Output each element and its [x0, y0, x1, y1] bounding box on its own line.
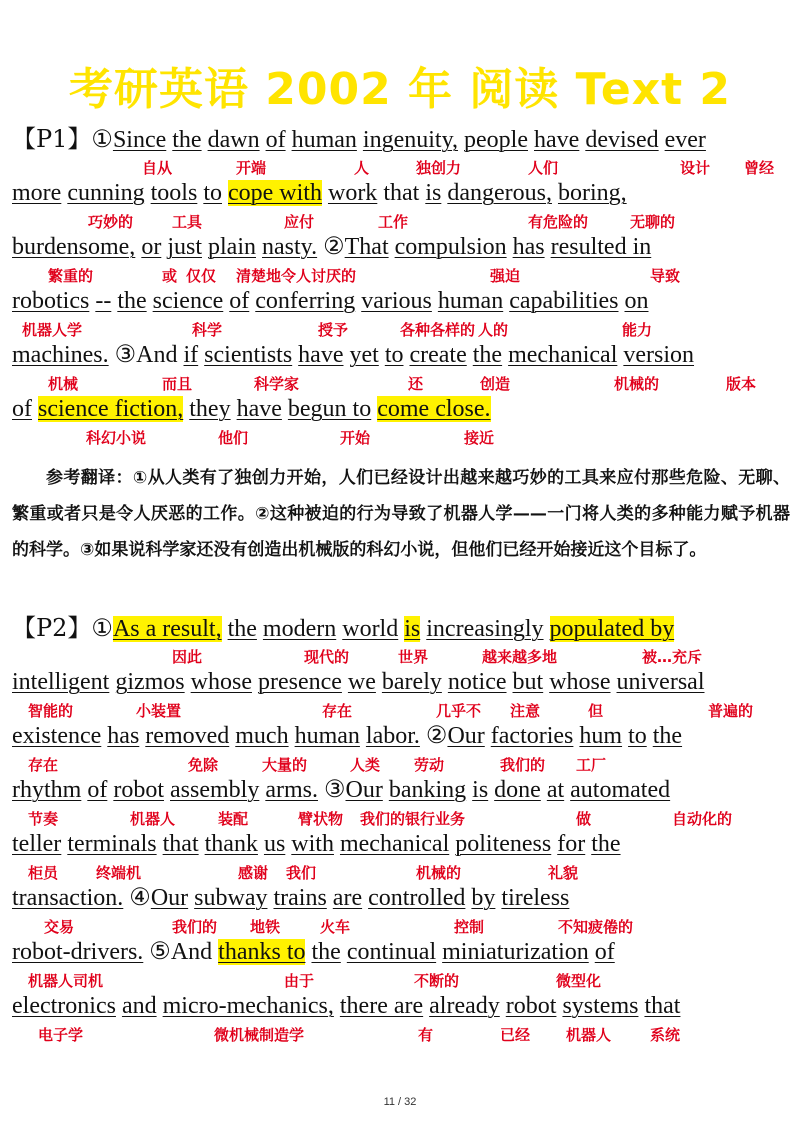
- chinese-gloss: 繁重的: [48, 267, 94, 285]
- chinese-gloss: 大量的: [262, 756, 308, 774]
- chinese-gloss: 柜员: [28, 864, 59, 882]
- p2-gloss-line: [0, 646, 800, 668]
- p1-gloss-line: [0, 265, 800, 287]
- chinese-gloss: 独创力: [416, 159, 462, 177]
- vocab-word: with: [291, 831, 334, 857]
- vocab-word: nasty.: [262, 234, 318, 260]
- vocab-word: yet: [349, 342, 379, 368]
- highlighted-phrase: come close.: [377, 396, 491, 422]
- vocab-word: intelligent: [12, 669, 110, 695]
- vocab-word: of: [594, 939, 615, 965]
- vocab-word: robot: [505, 993, 557, 1019]
- vocab-word: world: [342, 616, 399, 642]
- vocab-word: subway: [194, 885, 268, 911]
- chinese-gloss: 有危险的: [528, 213, 589, 231]
- vocab-word: miniaturization: [442, 939, 589, 965]
- p2-gloss-line: [0, 970, 800, 992]
- chinese-gloss: 他们: [218, 429, 249, 447]
- vocab-word: Our: [447, 723, 485, 749]
- vocab-word: mechanical: [339, 831, 450, 857]
- chinese-gloss: 还: [408, 375, 424, 393]
- p2-english-line: [12, 829, 621, 859]
- chinese-gloss: 我们: [286, 864, 317, 882]
- vocab-word: robot-drivers.: [12, 939, 144, 965]
- chinese-gloss: 创造: [480, 375, 511, 393]
- chinese-gloss: 机械的: [614, 375, 660, 393]
- chinese-gloss: 但: [588, 702, 604, 720]
- vocab-word: has: [107, 723, 140, 749]
- vocab-word: existence: [12, 723, 102, 749]
- chinese-gloss: 人的: [478, 321, 509, 339]
- chinese-gloss: 授予: [318, 321, 349, 339]
- vocab-word: ingenuity,: [362, 127, 459, 153]
- vocab-word: Our: [345, 777, 383, 803]
- chinese-gloss: 机器人: [566, 1026, 612, 1044]
- p2-english-line: [12, 883, 569, 913]
- highlighted-phrase: cope with: [228, 180, 322, 206]
- vocab-word: on: [624, 288, 649, 314]
- chinese-gloss: 感谢: [238, 864, 269, 882]
- chinese-gloss: 礼貌: [548, 864, 579, 882]
- vocab-word: people: [464, 127, 528, 153]
- vocab-word: notice: [447, 669, 507, 695]
- p2-english-line: [12, 775, 670, 805]
- chinese-gloss: 注意: [510, 702, 541, 720]
- vocab-word: rhythm: [12, 777, 82, 803]
- plain-text: ⑤And: [143, 939, 219, 965]
- vocab-word: scientists: [204, 342, 293, 368]
- p1-gloss-line: [0, 373, 800, 395]
- chinese-gloss: 我们的银行业务: [360, 810, 466, 828]
- vocab-word: work: [327, 180, 378, 206]
- vocab-word: modern: [262, 616, 337, 642]
- p2-gloss-line: [0, 754, 800, 776]
- vocab-word: politeness: [455, 831, 552, 857]
- chinese-gloss: 仅仅: [186, 267, 217, 285]
- chinese-gloss: 清楚地令人讨厌的: [236, 267, 357, 285]
- chinese-gloss: 机械: [48, 375, 79, 393]
- vocab-word: electronics: [12, 993, 116, 1019]
- page-title: 考研英语 2002 年 阅读 Text 2: [68, 64, 732, 115]
- chinese-gloss: 版本: [726, 375, 757, 393]
- chinese-gloss: 开始: [340, 429, 371, 447]
- p2-english-line: [12, 613, 674, 644]
- chinese-gloss: 自从: [142, 159, 173, 177]
- vocab-word: trains: [273, 885, 327, 911]
- vocab-word: robot: [113, 777, 164, 803]
- vocab-word: hum: [579, 723, 623, 749]
- chinese-gloss: 已经: [500, 1026, 531, 1044]
- vocab-word: systems: [562, 993, 639, 1019]
- p2-english-line: [12, 667, 705, 697]
- chinese-gloss: 工作: [378, 213, 409, 231]
- chinese-gloss: 小装置: [136, 702, 182, 720]
- chinese-gloss: 或: [162, 267, 178, 285]
- chinese-gloss: 存在: [28, 756, 59, 774]
- chinese-gloss: 开端: [236, 159, 267, 177]
- vocab-word: tireless: [501, 885, 570, 911]
- chinese-gloss: 人类: [350, 756, 381, 774]
- vocab-word: --: [95, 288, 112, 314]
- vocab-word: increasingly: [426, 616, 544, 642]
- vocab-word: that: [644, 993, 681, 1019]
- vocab-word: human: [437, 288, 504, 314]
- vocab-word: capabilities: [509, 288, 619, 314]
- vocab-word: for: [557, 831, 586, 857]
- chinese-gloss: 劳动: [414, 756, 445, 774]
- vocab-word: human: [291, 127, 357, 153]
- p1-english-line: [12, 394, 491, 424]
- chinese-gloss: 科幻小说: [86, 429, 147, 447]
- chinese-gloss: 机械的: [416, 864, 462, 882]
- vocab-word: the: [591, 831, 621, 857]
- vocab-word: transaction.: [12, 885, 124, 911]
- vocab-word: us: [263, 831, 286, 857]
- vocab-word: have: [534, 127, 580, 153]
- chinese-gloss: 而且: [162, 375, 193, 393]
- vocab-word: of: [12, 396, 32, 422]
- chinese-gloss: 我们的: [500, 756, 546, 774]
- vocab-word: thank: [204, 831, 258, 857]
- vocab-word: various: [361, 288, 432, 314]
- chinese-gloss: 地铁: [250, 918, 281, 936]
- vocab-word: micro-mechanics,: [162, 993, 334, 1019]
- vocab-word: science: [152, 288, 224, 314]
- vocab-word: the: [652, 723, 683, 749]
- vocab-word: machines.: [12, 342, 109, 368]
- chinese-gloss: 被…充斥: [642, 648, 703, 666]
- vocab-word: much: [235, 723, 289, 749]
- vocab-word: to: [384, 342, 404, 368]
- chinese-gloss: 设计: [680, 159, 711, 177]
- chinese-gloss: 做: [576, 810, 592, 828]
- chinese-gloss: 控制: [454, 918, 485, 936]
- chinese-gloss: 应付: [284, 213, 315, 231]
- chinese-gloss: 导致: [650, 267, 681, 285]
- chinese-gloss: 曾经: [744, 159, 775, 177]
- chinese-gloss: 世界: [398, 648, 429, 666]
- vocab-word: to: [628, 723, 647, 749]
- vocab-word: presence: [257, 669, 342, 695]
- chinese-gloss: 系统: [650, 1026, 681, 1044]
- vocab-word: That: [344, 234, 389, 260]
- chinese-gloss: 微机械制造学: [214, 1026, 305, 1044]
- vocab-word: create: [409, 342, 467, 368]
- chinese-gloss: 装配: [218, 810, 249, 828]
- chinese-gloss: 工具: [172, 213, 203, 231]
- vocab-word: dawn: [207, 127, 260, 153]
- vocab-word: that: [162, 831, 199, 857]
- paragraph-tag: 【P1】: [12, 125, 92, 153]
- vocab-word: version: [623, 342, 695, 368]
- vocab-word: tools: [150, 180, 198, 206]
- chinese-gloss: 因此: [172, 648, 203, 666]
- vocab-word: the: [311, 939, 341, 965]
- plain-text: ②: [419, 723, 448, 749]
- chinese-gloss: 火车: [320, 918, 351, 936]
- p2-gloss-line: [0, 916, 800, 938]
- vocab-word: Since: [112, 127, 167, 153]
- chinese-gloss: 交易: [44, 918, 75, 936]
- plain-text: ①: [91, 127, 113, 153]
- p2-gloss-line: [0, 1024, 800, 1046]
- chinese-gloss: 强迫: [490, 267, 521, 285]
- vocab-word: barely: [381, 669, 442, 695]
- chinese-gloss: 工厂: [576, 756, 607, 774]
- vocab-word: dangerous,: [447, 180, 552, 206]
- vocab-word: automated: [570, 777, 671, 803]
- vocab-word: but: [512, 669, 544, 695]
- highlighted-phrase: science fiction,: [38, 396, 184, 422]
- chinese-gloss: 各种各样的: [400, 321, 476, 339]
- chinese-gloss: 能力: [622, 321, 653, 339]
- chinese-gloss: 越来越多地: [482, 648, 558, 666]
- chinese-gloss: 微型化: [556, 972, 602, 990]
- p2-gloss-line: [0, 808, 800, 830]
- vocab-word: of: [229, 288, 250, 314]
- chinese-gloss: 机器人: [130, 810, 176, 828]
- vocab-word: has: [512, 234, 545, 260]
- vocab-word: whose: [190, 669, 252, 695]
- vocab-word: begun to: [287, 396, 372, 422]
- vocab-word: teller: [12, 831, 62, 857]
- p2-gloss-line: [0, 700, 800, 722]
- vocab-word: plain: [208, 234, 256, 260]
- chinese-gloss: 终端机: [96, 864, 142, 882]
- vocab-word: removed: [145, 723, 230, 749]
- vocab-word: just: [167, 234, 202, 260]
- paragraph-tag: 【P2】: [12, 614, 92, 642]
- plain-text: ④: [123, 885, 151, 911]
- chinese-gloss: 几乎不: [436, 702, 482, 720]
- vocab-word: banking: [388, 777, 467, 803]
- chinese-gloss: 现代的: [304, 648, 350, 666]
- chinese-gloss: 不断的: [414, 972, 460, 990]
- chinese-gloss: 科学: [192, 321, 223, 339]
- chinese-gloss: 机器人司机: [28, 972, 104, 990]
- chinese-gloss: 接近: [464, 429, 495, 447]
- highlighted-phrase: thanks to: [218, 939, 306, 965]
- chinese-gloss: 免除: [188, 756, 219, 774]
- vocab-word: we: [347, 669, 376, 695]
- vocab-word: and: [121, 993, 157, 1019]
- vocab-word: is: [425, 180, 442, 206]
- vocab-word: or: [141, 234, 162, 260]
- p1-gloss-line: [0, 211, 800, 233]
- vocab-word: at: [546, 777, 565, 803]
- chinese-gloss: 电子学: [38, 1026, 84, 1044]
- vocab-word: arms.: [265, 777, 318, 803]
- p1-gloss-line: [0, 157, 800, 179]
- vocab-word: assembly: [170, 777, 260, 803]
- chinese-gloss: 无聊的: [630, 213, 676, 231]
- chinese-gloss: 我们的: [172, 918, 218, 936]
- vocab-word: have: [298, 342, 344, 368]
- p2-english-line: [12, 721, 682, 751]
- vocab-word: controlled: [368, 885, 466, 911]
- plain-text: ③: [317, 777, 346, 803]
- p2-english-line: [12, 937, 615, 967]
- chinese-gloss: 节奏: [28, 810, 59, 828]
- vocab-word: is: [472, 777, 489, 803]
- highlighted-phrase: As a result,: [112, 616, 222, 642]
- vocab-word: already: [429, 993, 500, 1019]
- vocab-word: conferring: [255, 288, 356, 314]
- chinese-gloss: 巧妙的: [88, 213, 134, 231]
- chinese-gloss: 存在: [322, 702, 353, 720]
- vocab-word: ever: [664, 127, 706, 153]
- vocab-word: labor.: [365, 723, 420, 749]
- vocab-word: the: [227, 616, 257, 642]
- plain-text: ③And: [108, 342, 184, 368]
- vocab-word: resulted in: [550, 234, 652, 260]
- vocab-word: cunning: [67, 180, 145, 206]
- vocab-word: robotics: [12, 288, 90, 314]
- vocab-word: done: [494, 777, 541, 803]
- chinese-gloss: 智能的: [28, 702, 74, 720]
- plain-text: that: [377, 180, 426, 206]
- vocab-word: there are: [339, 993, 424, 1019]
- highlighted-phrase: is: [404, 616, 421, 642]
- chinese-gloss: 科学家: [254, 375, 300, 393]
- vocab-word: compulsion: [394, 234, 507, 260]
- chinese-gloss: 自动化的: [672, 810, 733, 828]
- page-number: 11 / 32: [383, 1096, 417, 1108]
- vocab-word: more: [12, 180, 62, 206]
- vocab-word: have: [236, 396, 282, 422]
- p1-gloss-line: [0, 319, 800, 341]
- p1-english-line: [12, 232, 651, 262]
- vocab-word: mechanical: [508, 342, 618, 368]
- chinese-gloss: 有: [418, 1026, 434, 1044]
- p1-english-line: [12, 286, 649, 316]
- chinese-gloss: 机器人学: [22, 321, 83, 339]
- p2-english-line: [12, 991, 680, 1021]
- p1-gloss-line: [0, 427, 800, 449]
- vocab-word: devised: [585, 127, 659, 153]
- vocab-word: burdensome,: [12, 234, 136, 260]
- vocab-word: whose: [549, 669, 611, 695]
- vocab-word: factories: [490, 723, 574, 749]
- highlighted-phrase: populated by: [549, 616, 675, 642]
- chinese-gloss: 由于: [284, 972, 315, 990]
- p1-english-line: [12, 124, 706, 155]
- plain-text: ②: [317, 234, 345, 260]
- p1-english-line: [12, 178, 627, 208]
- plain-text: [544, 616, 550, 642]
- vocab-word: by: [471, 885, 496, 911]
- vocab-word: human: [294, 723, 360, 749]
- vocab-word: the: [172, 127, 202, 153]
- reference-translation: 参考翻译：①从人类有了独创力开始，人们已经设计出越来越巧妙的工具来应付那些危险、无聊、繁重或者只是令人厌恶的工作。②这种被迫的行为导致了机器人学——一门将人类的多种能力赋予机器的科学。③如果说科学家还没有创造出机械版的科幻小说，但他们已经开始接近这个目标了。: [12, 468, 790, 560]
- vocab-word: if: [183, 342, 199, 368]
- vocab-word: the: [472, 342, 503, 368]
- chinese-gloss: 不知疲倦的: [558, 918, 634, 936]
- chinese-gloss: 人们: [528, 159, 559, 177]
- vocab-word: the: [117, 288, 147, 314]
- vocab-word: gizmos: [115, 669, 185, 695]
- chinese-gloss: 人: [354, 159, 370, 177]
- p1-english-line: [12, 340, 694, 370]
- chinese-gloss: 臂状物: [298, 810, 344, 828]
- vocab-word: they: [189, 396, 231, 422]
- vocab-word: of: [87, 777, 108, 803]
- vocab-word: Our: [150, 885, 189, 911]
- plain-text: ①: [91, 616, 113, 642]
- vocab-word: universal: [616, 669, 705, 695]
- vocab-word: terminals: [67, 831, 157, 857]
- vocab-word: are: [332, 885, 363, 911]
- vocab-word: to: [203, 180, 222, 206]
- vocab-word: of: [265, 127, 286, 153]
- vocab-word: continual: [346, 939, 437, 965]
- vocab-word: boring,: [557, 180, 627, 206]
- chinese-gloss: 普遍的: [708, 702, 754, 720]
- p2-gloss-line: [0, 862, 800, 884]
